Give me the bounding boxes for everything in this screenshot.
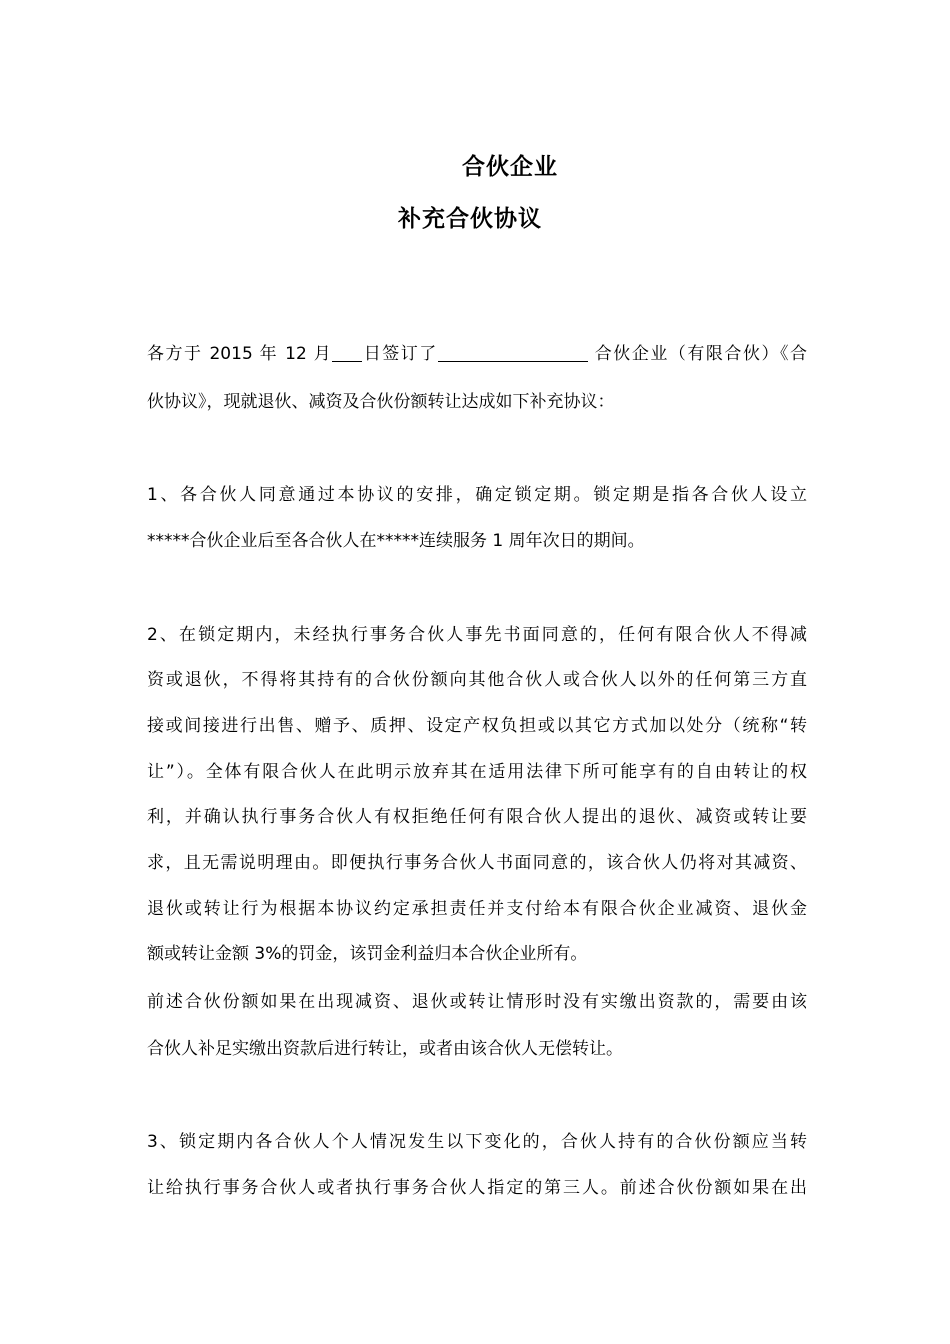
partnership-name-blank-field — [438, 343, 588, 362]
clause2b-line: 前述合伙份额如果在出现减资、退伙或转让情形时没有实缴出资款的，需要由该 — [147, 992, 807, 1012]
clause2-line: 退伙或转让行为根据本协议约定承担责任并支付给本有限合伙企业减资、退伙金 — [147, 899, 807, 919]
day-blank-field — [332, 343, 362, 362]
clause2-line: 额或转让金额 3%的罚金，该罚金利益归本合伙企业所有。 — [147, 944, 588, 964]
document-title-line2: 补充合伙协议 — [398, 206, 542, 232]
clause2-line: 2、在锁定期内，未经执行事务合伙人事先书面同意的，任何有限合伙人不得减 — [147, 625, 807, 645]
clause2-line: 求，且无需说明理由。即便执行事务合伙人书面同意的，该合伙人仍将对其减资、 — [147, 853, 807, 873]
clause3-line: 3、锁定期内各合伙人个人情况发生以下变化的，合伙人持有的合伙份额应当转 — [147, 1132, 807, 1152]
clause3-line: 让给执行事务合伙人或者执行事务合伙人指定的第三人。前述合伙份额如果在出 — [147, 1178, 807, 1198]
clause1-line: *****合伙企业后至各合伙人在*****连续服务 1 周年次日的期间。 — [147, 531, 645, 551]
clause2-line: 资或退伙，不得将其持有的合伙份额向其他合伙人或合伙人以外的任何第三方直 — [147, 670, 807, 690]
clause2-line: 利，并确认执行事务合伙人有权拒绝任何有限合伙人提出的退伙、减资或转让要 — [147, 807, 807, 827]
clause2-line: 接或间接进行出售、赠予、质押、设定产权负担或以其它方式加以处分（统称“转 — [147, 716, 807, 736]
clause2-line: 让”）。全体有限合伙人在此明示放弃其在适用法律下所可能享有的自由转让的权 — [147, 762, 807, 782]
intro-text-enterprise: 合伙企业（有限合伙）《合 — [587, 344, 808, 364]
intro-line-2: 伙协议》，现就退伙、减资及合伙份额转让达成如下补充协议： — [147, 392, 615, 412]
clause2b-line: 合伙人补足实缴出资款后进行转让，或者由该合伙人无偿转让。 — [147, 1039, 623, 1059]
intro-text-signed: 日签订了 — [362, 344, 438, 364]
document-title-line1: 合伙企业 — [462, 154, 558, 180]
clause1-line: 1、各合伙人同意通过本协议的安排，确定锁定期。锁定期是指各合伙人设立 — [147, 485, 807, 505]
intro-text-date: 各方于 2015 年 12 月 — [147, 344, 333, 364]
intro-line-1 — [147, 343, 807, 365]
